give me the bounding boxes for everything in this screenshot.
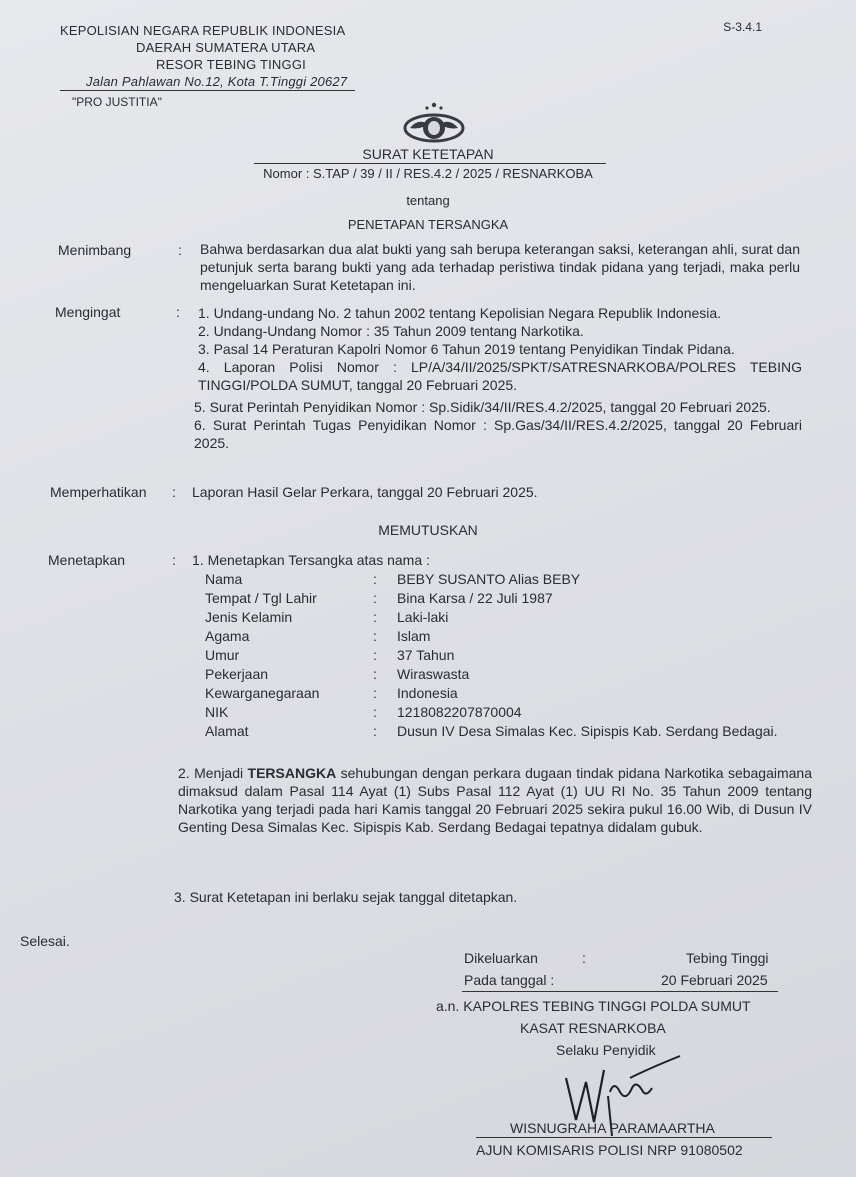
an-line: a.n. KAPOLRES TEBING TINGGI POLDA SUMUT	[436, 998, 751, 1014]
field-colon: :	[373, 571, 377, 587]
menimbang-colon: :	[178, 242, 182, 258]
mengingat-item-4: 4. Laporan Polisi Nomor : LP/A/34/II/2025/SPKT/SATRESNARKOBA/POLRES TEBING TINGGI/POLDA SUMUT, tanggal 20 Februari 2025.	[198, 359, 802, 393]
letterhead	[60, 22, 355, 91]
field-colon: :	[373, 647, 377, 663]
menetapkan-label: Menetapkan	[48, 552, 126, 568]
field-value: Laki-laki	[397, 609, 449, 625]
memperhatikan-text: Laporan Hasil Gelar Perkara, tanggal 20 Februari 2025.	[192, 484, 538, 500]
item-2-bold: TERSANGKA	[247, 765, 337, 781]
field-colon: :	[373, 590, 377, 606]
field-value: BEBY SUSANTO Alias BEBY	[397, 571, 581, 587]
mengingat-item-1: 1. Undang-undang No. 2 tahun 2002 tentang Kepolisian Negara Republik Indonesia.	[198, 305, 722, 321]
mengingat-item-2: 2. Undang-Undang Nomor : 35 Tahun 2009 tentang Narkotika.	[198, 323, 584, 339]
mengingat-colon: :	[176, 304, 180, 320]
date-underline	[462, 991, 778, 992]
field-key: Agama	[205, 628, 250, 644]
dikeluarkan-label: Dikeluarkan	[464, 950, 538, 966]
menetapkan-item-1: 1. Menetapkan Tersangka atas nama :	[192, 552, 430, 568]
role-title: Selaku Penyidik	[556, 1042, 656, 1058]
field-key: Kewarganegaraan	[205, 685, 320, 701]
menetapkan-item-2	[178, 764, 812, 836]
field-key: NIK	[205, 704, 229, 720]
tanggal-value: 20 Februari 2025	[661, 972, 768, 988]
org-line-3: RESOR TEBING TINGGI	[156, 57, 306, 72]
dikeluarkan-value: Tebing Tinggi	[686, 950, 769, 966]
field-key: Nama	[205, 571, 243, 587]
doc-subject: PENETAPAN TERSANGKA	[347, 217, 509, 232]
pro-justitia: "PRO JUSTITIA"	[72, 95, 162, 109]
memutuskan-heading: MEMUTUSKAN	[378, 522, 478, 538]
field-value: 37 Tahun	[397, 647, 455, 663]
field-key: Jenis Kelamin	[205, 609, 293, 625]
field-colon: :	[373, 723, 377, 739]
doc-title: SURAT KETETAPAN	[362, 146, 494, 162]
signer-rank: AJUN KOMISARIS POLISI NRP 91080502	[476, 1142, 743, 1158]
memperhatikan-colon: :	[172, 484, 176, 500]
org-address: Jalan Pahlawan No.12, Kota T.Tinggi 20627	[60, 73, 355, 91]
field-colon: :	[373, 685, 377, 701]
field-colon: :	[373, 666, 377, 682]
memperhatikan-label: Memperhatikan	[50, 484, 147, 500]
mengingat-item-5: 5. Surat Perintah Penyidikan Nomor : Sp.Sidik/34/II/RES.4.2/2025, tanggal 20 Februari 2025.	[194, 399, 771, 415]
field-key: Alamat	[205, 723, 249, 739]
org-line-1: KEPOLISIAN NEGARA REPUBLIK INDONESIA	[60, 23, 346, 38]
mengingat-label: Mengingat	[55, 304, 121, 320]
signer-name: WISNUGRAHA PARAMAARTHA	[510, 1120, 715, 1136]
field-value: Islam	[397, 628, 431, 644]
field-key: Umur	[205, 647, 240, 663]
mengingat-item-6: 6. Surat Perintah Tugas Penyidikan Nomor : Sp.Gas/34/II/RES.4.2/2025, tanggal 20 Februari 2025.	[194, 417, 802, 451]
field-value: Bina Karsa / 22 Juli 1987	[397, 590, 553, 606]
field-value: 1218082207870004	[397, 704, 522, 720]
dikeluarkan-colon: :	[582, 950, 586, 966]
field-value: Indonesia	[397, 685, 458, 701]
police-emblem-icon	[402, 100, 466, 144]
field-key: Pekerjaan	[205, 666, 269, 682]
menetapkan-item-3: 3. Surat Ketetapan ini berlaku sejak tanggal ditetapkan.	[174, 889, 518, 905]
field-colon: :	[373, 704, 377, 720]
field-colon: :	[373, 609, 377, 625]
selesai-text: Selesai.	[20, 933, 70, 949]
tanggal-label: Pada tanggal :	[464, 972, 555, 988]
field-colon: :	[373, 628, 377, 644]
item-2-prefix: 2. Menjadi	[178, 765, 248, 781]
form-code: S-3.4.1	[723, 20, 762, 34]
field-key: Tempat / Tgl Lahir	[205, 590, 317, 606]
position-title: KASAT RESNARKOBA	[520, 1020, 666, 1036]
item-2-rest: sehubungan dengan perkara dugaan tindak pidana Narkotika sebagaimana dimaksud dalam Pasal 114 Ayat (1) Subs Pasal 112 Ayat (1) UU RI No. 35 Tahun 2009 tentang Narkotika yang terjadi pada hari Kamis tanggal 20 Februari 2025 sekira pukul 16.00 Wib, di Dusun IV Genting Desa Simalas Kec. Sipispis Kab. Serdang Bedagai tepatnya didalam gubuk.	[178, 765, 812, 835]
doc-tentang: tentang	[406, 193, 450, 208]
doc-number: Nomor : S.TAP / 39 / II / RES.4.2 / 2025 / RESNARKOBA	[263, 166, 593, 181]
org-line-2: DAERAH SUMATERA UTARA	[136, 40, 316, 55]
field-value: Dusun IV Desa Simalas Kec. Sipispis Kab. Serdang Bedagai.	[397, 723, 778, 739]
menetapkan-colon: :	[172, 552, 176, 568]
field-value: Wiraswasta	[397, 666, 470, 682]
mengingat-item-3: 3. Pasal 14 Peraturan Kapolri Nomor 6 Tahun 2019 tentang Penyidikan Tindak Pidana.	[198, 341, 735, 357]
title-underline	[254, 163, 606, 164]
name-underline	[476, 1137, 772, 1138]
menimbang-label: Menimbang	[58, 242, 132, 258]
menimbang-text: Bahwa berdasarkan dua alat bukti yang sah berupa keterangan saksi, keterangan ahli, surat dan petunjuk serta barang bukti yang ada terhadap peristiwa tindak pidana yang terjadi, maka perlu mengeluarkan Surat Ketetapan ini.	[200, 241, 800, 293]
